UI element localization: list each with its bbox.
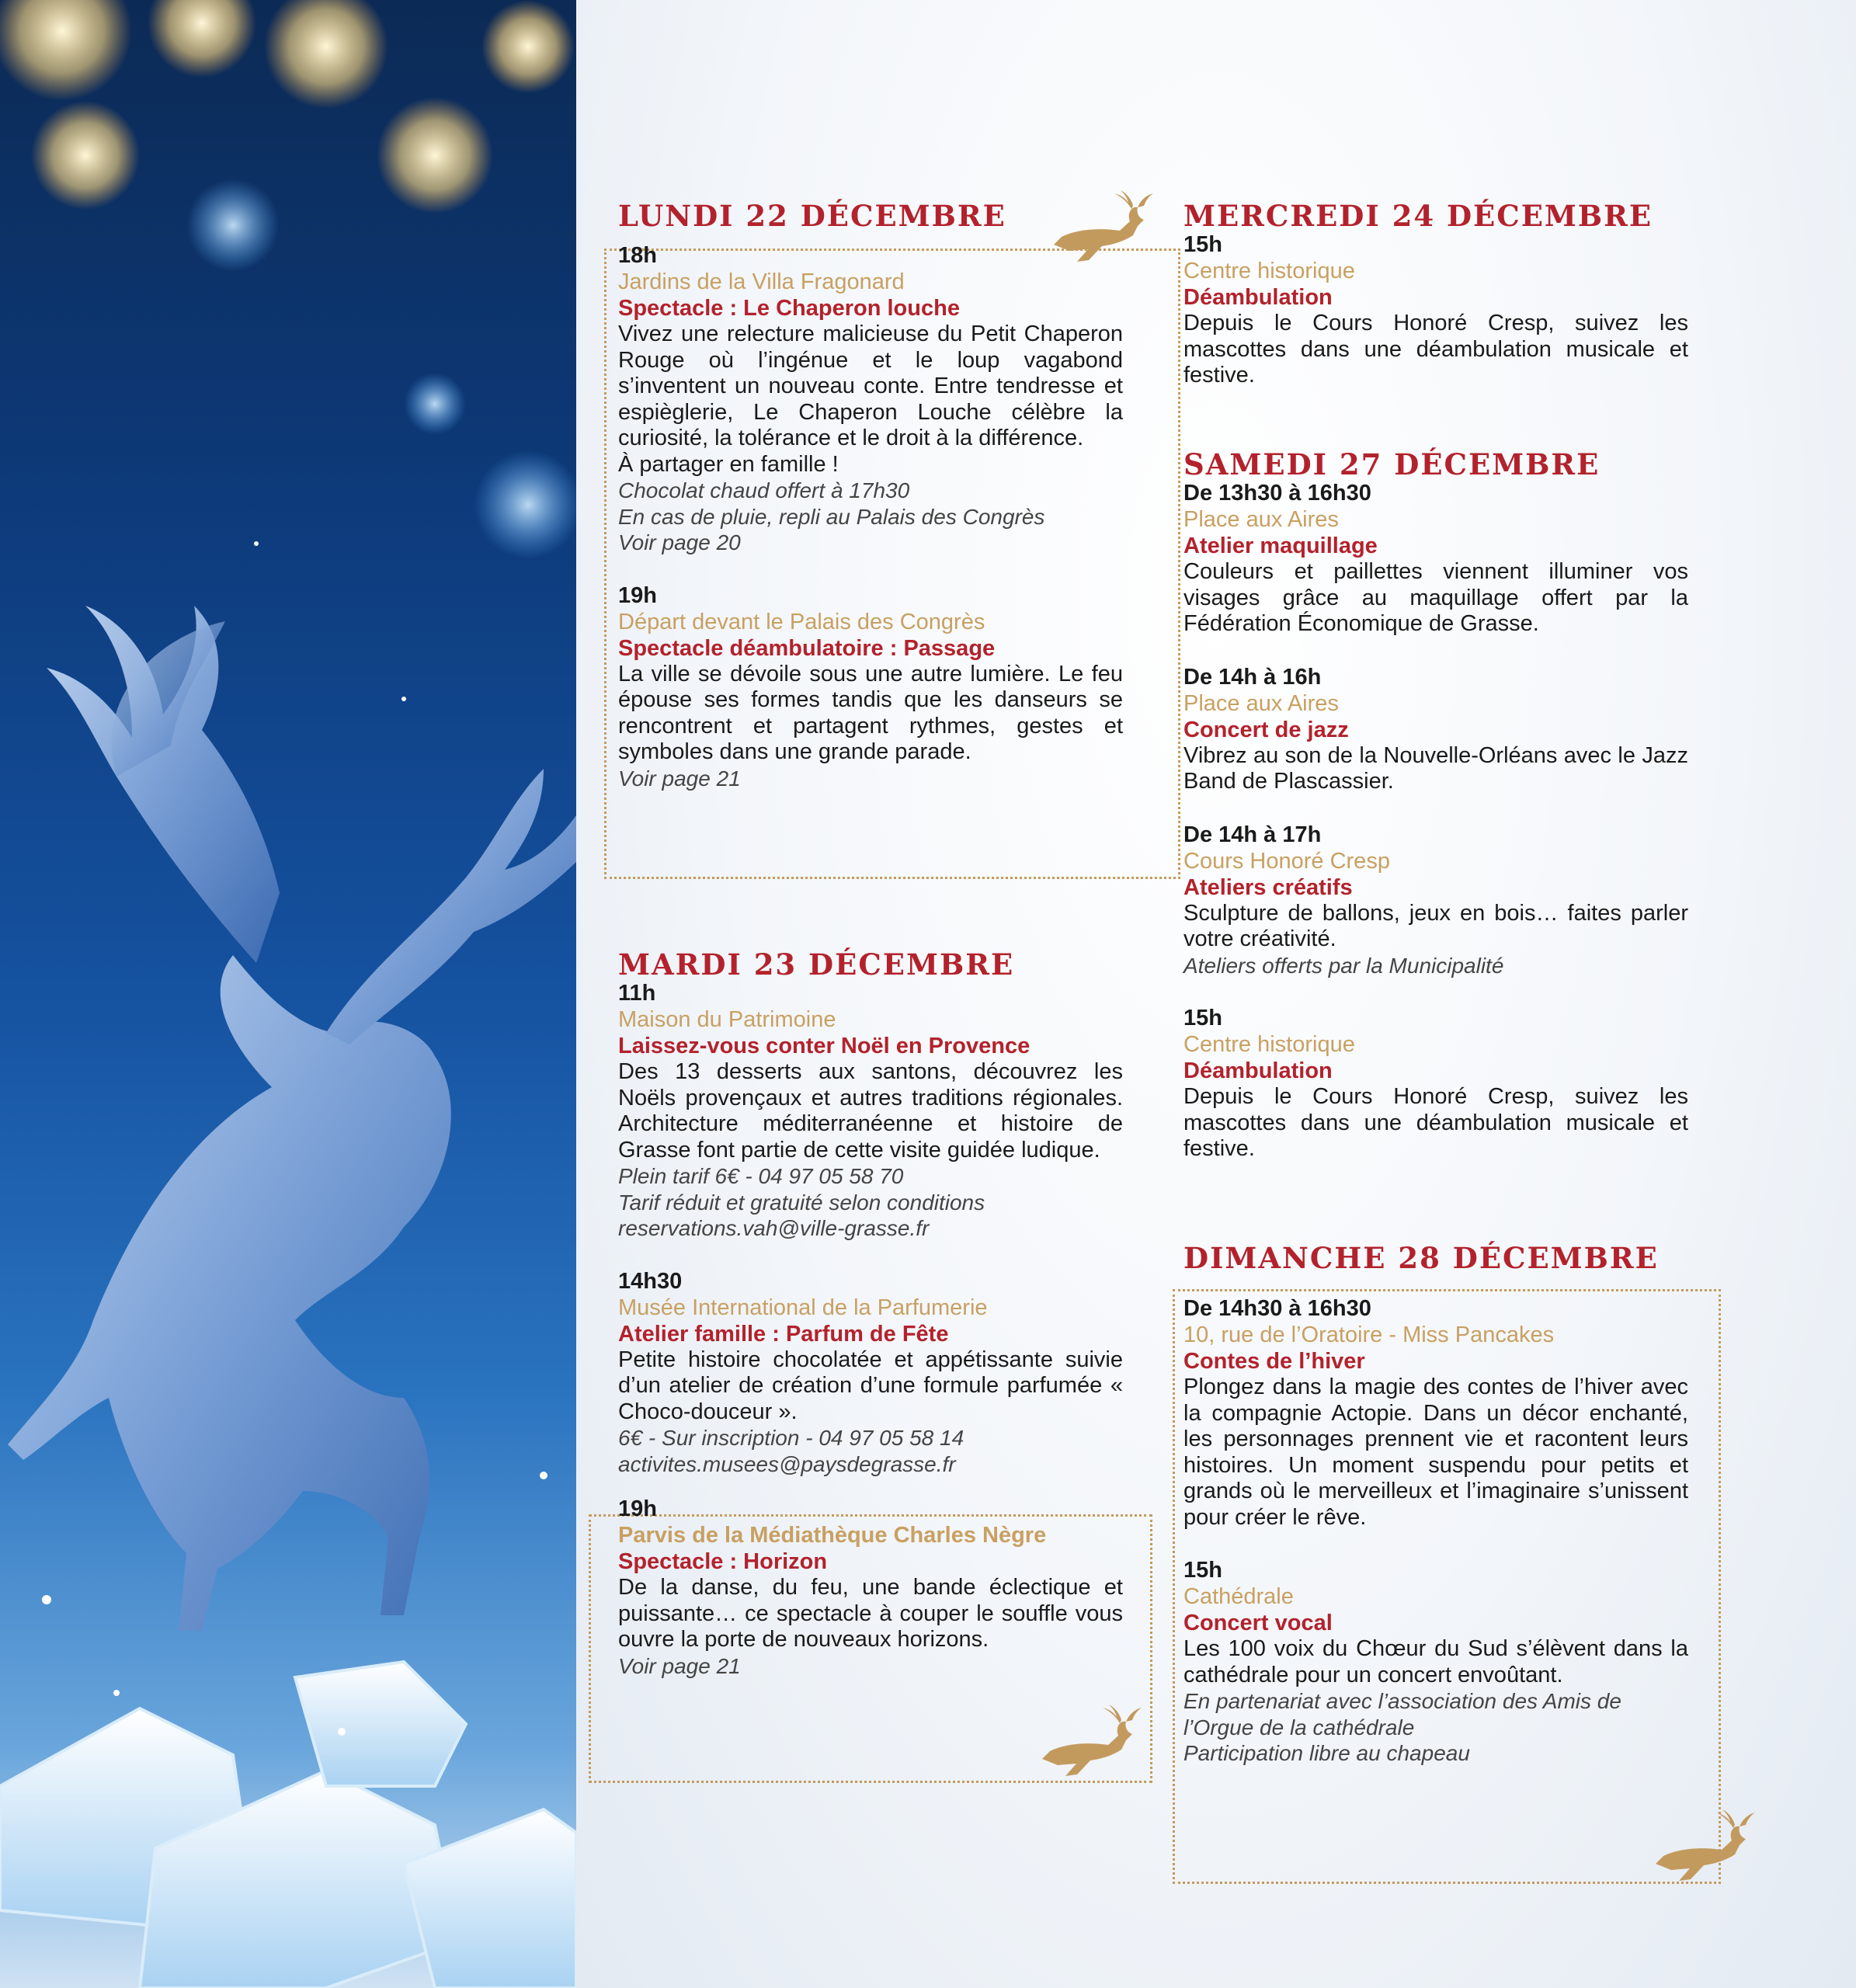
event-time: 18h bbox=[618, 243, 657, 268]
event-time: 19h bbox=[618, 582, 657, 608]
event-note: Voir page 21 bbox=[618, 1653, 741, 1678]
event-item bbox=[1183, 231, 1688, 389]
day-title: MERCREDI 24 DÉCEMBRE bbox=[1183, 199, 1653, 233]
event-item bbox=[618, 582, 1123, 792]
day-title: MARDI 23 DÉCEMBRE bbox=[618, 947, 1015, 982]
event-time: 15h bbox=[1183, 232, 1222, 257]
event-title: Déambulation bbox=[1183, 285, 1333, 310]
event-place: Place aux Aires bbox=[1183, 690, 1339, 716]
event-item bbox=[618, 1268, 1123, 1478]
day-samedi bbox=[1183, 449, 1688, 1163]
event-note: Voir page 20 bbox=[618, 530, 741, 554]
event-time: 11h bbox=[618, 981, 656, 1006]
event-note: 6€ - Sur inscription - 04 97 05 58 14 bbox=[618, 1426, 964, 1450]
event-time: 15h bbox=[1183, 1006, 1222, 1030]
event-time: De 14h30 à 16h30 bbox=[1183, 1296, 1371, 1321]
event-title: Atelier maquillage bbox=[1183, 533, 1378, 558]
event-item bbox=[618, 1496, 1123, 1679]
day-mardi bbox=[618, 949, 1123, 1679]
event-place: Musée International de la Parfumerie bbox=[618, 1295, 988, 1320]
event-note: Participation libre au chapeau bbox=[1183, 1741, 1470, 1765]
event-note: En partenariat avec l’association des Amis de l’Orgue de la cathédrale bbox=[1183, 1689, 1621, 1740]
event-note: En cas de pluie, repli au Palais des Congrès bbox=[618, 504, 1045, 529]
event-description: La ville se dévoile sous une autre lumière. Le feu épouse ses formes tandis que les danseurs se rencontrent et partagent rythmes, gestes et symboles dans une grande parade. bbox=[618, 661, 1123, 764]
event-place: Centre historique bbox=[1183, 259, 1355, 283]
day-lundi bbox=[618, 200, 1123, 791]
event-note: activites.musees@paysdegrasse.fr bbox=[618, 1451, 956, 1476]
day-title: LUNDI 22 DÉCEMBRE bbox=[618, 199, 1006, 233]
winter-reindeer-photo bbox=[0, 0, 576, 1988]
event-item bbox=[1183, 1005, 1688, 1163]
event-description: Couleurs et paillettes viennent illuminer vos visages grâce au maquillage offert par la Fédération Économique de Grasse. bbox=[1183, 559, 1688, 636]
event-description: Depuis le Cours Honoré Cresp, suivez les mascottes dans une déambulation musicale et festive. bbox=[1183, 311, 1688, 388]
event-item bbox=[1183, 1295, 1688, 1531]
event-description: Des 13 desserts aux santons, découvrez les Noëls provençaux et autres traditions régionales. Architecture méditerranéenne et histoire de Grasse font partie de cette visite guidée ludique. bbox=[618, 1059, 1123, 1163]
event-description: Sculpture de ballons, jeux en bois… faites parler votre créativité. bbox=[1183, 900, 1688, 951]
event-note: reservations.vah@ville-grasse.fr bbox=[618, 1216, 930, 1240]
event-description: Les 100 voix du Chœur du Sud s’élèvent dans la cathédrale pour un concert envoûtant. bbox=[1183, 1636, 1688, 1687]
event-time: De 13h30 à 16h30 bbox=[1183, 481, 1371, 506]
event-place: Cathédrale bbox=[1183, 1584, 1294, 1609]
day-mercredi bbox=[1183, 200, 1688, 389]
event-note: Tarif réduit et gratuité selon conditions bbox=[618, 1190, 985, 1215]
event-title: Concert de jazz bbox=[1183, 717, 1349, 742]
event-time: De 14h à 17h bbox=[1183, 822, 1322, 847]
event-time: 15h bbox=[1183, 1558, 1222, 1583]
event-title: Concert vocal bbox=[1183, 1611, 1333, 1635]
event-place: Centre historique bbox=[1183, 1032, 1355, 1057]
event-time: 14h30 bbox=[618, 1268, 683, 1294]
event-description: Vibrez au son de la Nouvelle-Orléans avec le Jazz Band de Plascassier. bbox=[1183, 742, 1688, 794]
day-dimanche bbox=[1183, 1242, 1688, 1767]
event-item bbox=[1183, 822, 1688, 979]
event-item bbox=[1183, 1557, 1688, 1767]
event-item bbox=[618, 980, 1123, 1242]
event-place: Parvis de la Médiathèque Charles Nègre bbox=[618, 1523, 1047, 1548]
reindeer-icon bbox=[1034, 1705, 1143, 1790]
event-note: Chocolat chaud offert à 17h30 bbox=[618, 478, 910, 502]
event-title: Déambulation bbox=[1183, 1058, 1333, 1083]
event-time: De 14h à 16h bbox=[1183, 664, 1322, 690]
event-title: Spectacle déambulatoire : Passage bbox=[618, 635, 996, 661]
event-title: Laissez-vous conter Noël en Provence bbox=[618, 1034, 1031, 1058]
event-description: Petite histoire chocolatée et appétissante suivie d’un atelier de création d’une formule parfumée « Choco-douceur ». bbox=[618, 1347, 1123, 1424]
event-place: Place aux Aires bbox=[1183, 507, 1339, 532]
event-description: Vivez une relecture malicieuse du Petit Chaperon Rouge où l’ingénue et le loup vagabond s’inventent un nouveau conte. Entre tendresse et espièglerie, Le Chaperon Louche célèbre la curiosité, la tolérance et le droit à la différence. À partager en famille ! bbox=[618, 321, 1123, 477]
event-description: Depuis le Cours Honoré Cresp, suivez les mascottes dans une déambulation musicale et festive. bbox=[1183, 1084, 1688, 1161]
event-title: Atelier famille : Parfum de Fête bbox=[618, 1321, 949, 1347]
photo-illustration bbox=[0, 0, 576, 1988]
event-title: Contes de l’hiver bbox=[1183, 1349, 1365, 1374]
reindeer-icon bbox=[1648, 1809, 1757, 1895]
event-place: Départ devant le Palais des Congrès bbox=[618, 609, 985, 634]
event-note: Ateliers offerts par la Municipalité bbox=[1183, 953, 1504, 978]
event-place: 10, rue de l’Oratoire - Miss Pancakes bbox=[1183, 1322, 1555, 1347]
event-description: De la danse, du feu, une bande éclectique et puissante… ce spectacle à couper le souffle vous ouvre la porte de nouveaux horizons. bbox=[618, 1575, 1123, 1652]
event-note: Voir page 21 bbox=[618, 766, 741, 791]
event-title: Ateliers créatifs bbox=[1183, 874, 1353, 900]
programme-page bbox=[576, 0, 1856, 1988]
event-time: 19h bbox=[618, 1496, 657, 1521]
day-title: DIMANCHE 28 DÉCEMBRE bbox=[1183, 1241, 1659, 1275]
event-title: Spectacle : Horizon bbox=[618, 1549, 828, 1574]
event-place: Cours Honoré Cresp bbox=[1183, 848, 1390, 874]
day-title: SAMEDI 27 DÉCEMBRE bbox=[1183, 447, 1601, 481]
event-place: Jardins de la Villa Fragonard bbox=[618, 269, 905, 294]
event-title: Spectacle : Le Chaperon louche bbox=[618, 296, 960, 321]
event-item bbox=[1183, 664, 1688, 795]
event-place: Maison du Patrimoine bbox=[618, 1007, 836, 1032]
event-item bbox=[1183, 480, 1688, 638]
event-item bbox=[618, 242, 1123, 556]
event-note: Plein tarif 6€ - 04 97 05 58 70 bbox=[618, 1164, 904, 1188]
event-description: Plongez dans la magie des contes de l’hiver avec la compagnie Actopie. Dans un décor enchanté, les personnages prennent vie et racontent leurs histoires. Un moment suspendu pour petits et grands où le merveilleux et l’imaginaire s’unissent pour créer le rêve. bbox=[1183, 1375, 1688, 1530]
